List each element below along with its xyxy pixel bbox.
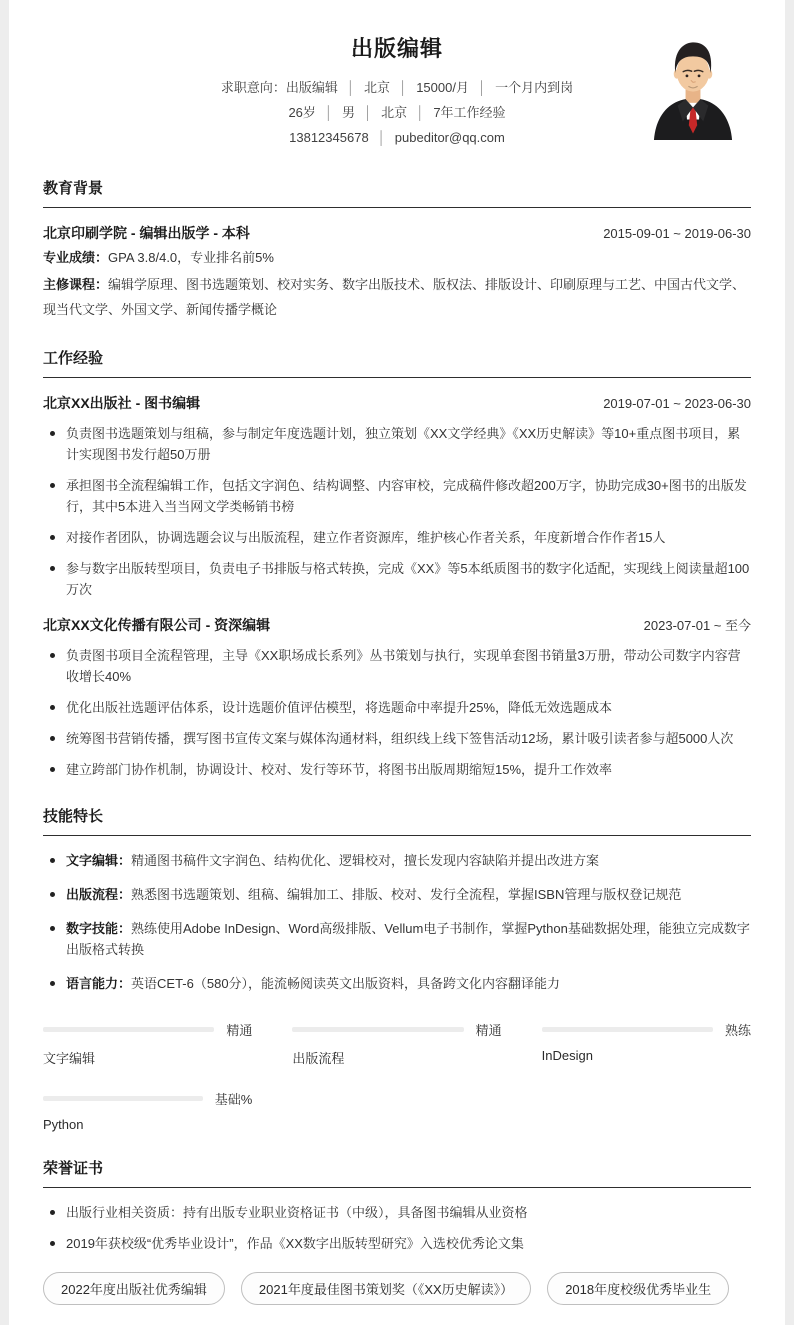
skill-name: Python <box>43 1117 84 1132</box>
job-entry-header <box>43 615 751 635</box>
intent-position: 出版编辑 <box>285 80 338 95</box>
school-name: 北京印刷学院 - 编辑出版学 - 本科 <box>43 225 250 241</box>
bullet-item: 建立跨部门协作机制，协调设计、校对、发行等环节，将图书出版周期缩短15%，提升工作效率 <box>43 759 751 780</box>
separator: │ <box>364 105 373 120</box>
resume-header <box>43 32 751 152</box>
bullet-item: 出版行业相关资质：持有出版专业职业资格证书（中级），具备图书编辑从业资格 <box>43 1202 751 1223</box>
skill-level: 熟练 <box>724 1023 751 1038</box>
award-badge: 2021年度最佳图书策划奖（《XX历史解读》） <box>241 1272 531 1305</box>
honors-section <box>43 1157 751 1305</box>
intent-label: 求职意向： <box>220 80 286 95</box>
skill-bar-track <box>43 1096 203 1101</box>
skill-label: 出版流程： <box>66 887 132 902</box>
skill-text: 精通图书稿件文字润色、结构优化、逻辑校对，擅长发现内容缺陷并提出改进方案 <box>131 853 600 868</box>
male-avatar-illustration <box>637 34 749 140</box>
resume-page <box>9 0 785 1325</box>
experience-years: 7年工作经验 <box>433 105 506 120</box>
skill-bar <box>292 1020 501 1067</box>
skill-name: 出版流程 <box>292 1051 345 1066</box>
bullet-item: 统筹图书营销传播，撰写图书宣传文案与媒体沟通材料，组织线上线下签售活动12场，累计吸引读者参与超5000人次 <box>43 728 751 749</box>
bullet-item <box>43 850 751 871</box>
section-title-work: 工作经验 <box>43 347 751 378</box>
email-address: pubeditor@qq.com <box>394 130 505 145</box>
separator: │ <box>477 80 487 95</box>
section-title-education: 教育背景 <box>43 177 751 208</box>
bullet-item: 2019年获校级“优秀毕业设计”，作品《XX数字出版转型研究》入选校优秀论文集 <box>43 1233 751 1254</box>
skills-section <box>43 805 751 1132</box>
gender: 男 <box>342 105 356 120</box>
skill-label: 文字编辑： <box>66 853 132 868</box>
phone-number: 13812345678 <box>289 130 369 145</box>
separator: │ <box>346 80 356 95</box>
skill-label: 语言能力： <box>66 976 132 991</box>
separator: │ <box>324 105 334 120</box>
education-dates: 2015-09-01 ~ 2019-06-30 <box>603 226 751 241</box>
courses-label: 主修课程： <box>43 277 109 292</box>
courses-value: 编辑学原理、图书选题策划、校对实务、数字出版技术、版权法、排版设计、印刷原理与工艺、中国古代文学、现当代文学、外国文学、新闻传播学概论 <box>43 277 746 317</box>
skill-name: 文字编辑 <box>43 1051 96 1066</box>
skill-text: 英语CET-6（580分），能流畅阅读英文出版资料，具备跨文化内容翻译能力 <box>131 976 561 991</box>
education-entry-header <box>43 223 751 243</box>
bullet-item: 参与数字出版转型项目，负责电子书排版与格式转换，完成《XX》等5本纸质图书的数字化适配，实现线上阅读量超100万次 <box>43 558 751 600</box>
gpa-value: GPA 3.8/4.0，专业排名前5% <box>108 250 274 265</box>
skill-bars-grid <box>43 1020 751 1132</box>
intent-availability: 一个月内到岗 <box>495 80 574 95</box>
job-dates: 2019-07-01 ~ 2023-06-30 <box>603 396 751 411</box>
skill-bar-track <box>292 1027 463 1032</box>
courses-line <box>43 272 751 322</box>
company-title: 北京XX出版社 - 图书编辑 <box>43 395 201 411</box>
job-bullet-list <box>43 423 751 600</box>
separator: │ <box>399 80 408 95</box>
location: 北京 <box>381 105 408 120</box>
skill-bar <box>542 1020 751 1067</box>
gpa-label: 专业成绩： <box>43 250 109 265</box>
bullet-item: 优化出版社选题评估体系，设计选题价值评估模型，将选题命中率提升25%，降低无效选题成本 <box>43 697 751 718</box>
job-dates: 2023-07-01 ~ 至今 <box>643 618 751 633</box>
separator: │ <box>416 105 425 120</box>
skill-label: 数字技能： <box>66 921 132 936</box>
skill-bar <box>43 1020 252 1067</box>
skill-bar-track <box>43 1027 214 1032</box>
work-experience-section <box>43 347 751 780</box>
award-badge: 2022年度出版社优秀编辑 <box>43 1272 225 1305</box>
bullet-item <box>43 918 751 960</box>
skill-text: 熟练使用Adobe InDesign、Word高级排版、Vellum电子书制作，掌握Python基础数据处理，能独立完成数字出版格式转换 <box>66 921 750 957</box>
intent-salary: 15000/月 <box>416 80 469 95</box>
award-badge: 2018年度校级优秀毕业生 <box>547 1272 729 1305</box>
skill-text: 熟悉图书选题策划、组稿、编辑加工、排版、校对、发行全流程，掌握ISBN管理与版权登记规范 <box>131 887 682 902</box>
profile-photo <box>637 34 749 140</box>
skill-name: InDesign <box>541 1048 593 1063</box>
bullet-item <box>43 973 751 994</box>
age: 26岁 <box>288 105 316 120</box>
skills-bullet-list <box>43 850 751 994</box>
gpa-line <box>43 245 751 270</box>
job-entry-header <box>43 393 751 413</box>
skill-level: 精通 <box>226 1023 253 1038</box>
bullet-item: 对接作者团队，协调选题会议与出版流程，建立作者资源库，维护核心作者关系，年度新增合作作者15人 <box>43 527 751 548</box>
skill-level: 精通 <box>475 1023 502 1038</box>
skill-bar-track <box>542 1027 713 1032</box>
bullet-item: 负责图书项目全流程管理，主导《XX职场成长系列》丛书策划与执行，实现单套图书销量3万册，带动公司数字内容营收增长40% <box>43 645 751 687</box>
company-title: 北京XX文化传播有限公司 - 资深编辑 <box>43 617 271 633</box>
page-title: 出版编辑 <box>350 36 443 61</box>
section-title-honors: 荣誉证书 <box>43 1157 751 1188</box>
intent-city: 北京 <box>364 80 391 95</box>
job-bullet-list <box>43 645 751 780</box>
bullet-item: 负责图书选题策划与组稿，参与制定年度选题计划，独立策划《XX文学经典》《XX历史解读》等10+重点图书项目，累计实现图书发行超50万册 <box>43 423 751 465</box>
award-badges-row <box>43 1272 751 1305</box>
bullet-item <box>43 884 751 905</box>
skill-level: 基础% <box>214 1092 253 1107</box>
bullet-item: 承担图书全流程编辑工作，包括文字润色、结构调整、内容审校，完成稿件修改超200万字，协助完成30+图书的出版发行，其中5本进入当当网文学类畅销书榜 <box>43 475 751 517</box>
section-title-skills: 技能特长 <box>43 805 751 836</box>
separator: │ <box>377 130 386 145</box>
education-section <box>43 177 751 322</box>
honors-bullet-list <box>43 1202 751 1254</box>
skill-bar <box>43 1089 252 1132</box>
